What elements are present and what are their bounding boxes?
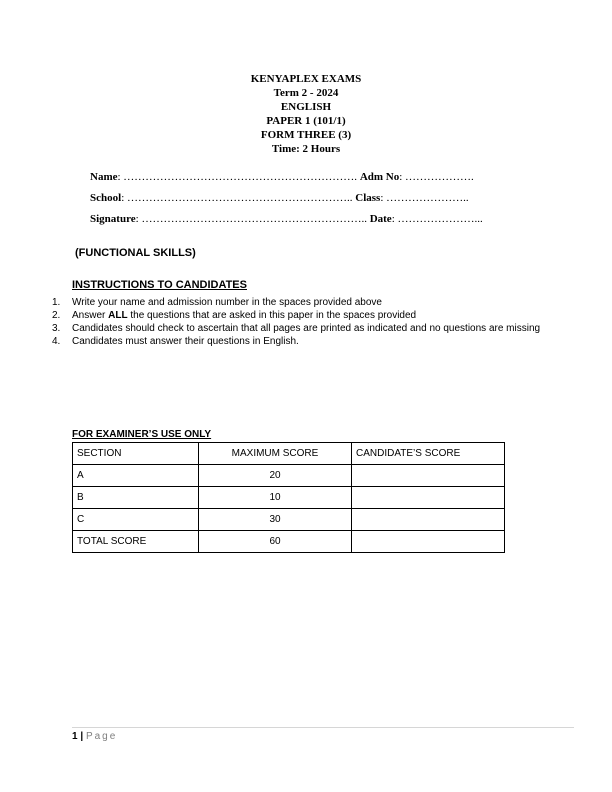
exam-form: FORM THREE (3) <box>260 129 352 141</box>
exam-body-title: KENYAPLEX EXAMS <box>250 73 362 85</box>
header-candidate-score: CANDIDATE’S SCORE <box>352 443 505 465</box>
class-field[interactable]: : ………………….. <box>380 192 469 204</box>
adm-no-field[interactable]: : ………………. <box>399 171 474 183</box>
instruction-number: 2. <box>52 310 61 321</box>
exam-subject: ENGLISH <box>280 101 332 113</box>
table-header-row <box>73 443 505 465</box>
signature-label: Signature <box>90 213 136 225</box>
page-footer <box>72 731 117 743</box>
candidate-details <box>90 170 483 233</box>
row-candidate-score[interactable] <box>352 509 505 531</box>
row-candidate-score[interactable] <box>352 465 505 487</box>
name-row <box>90 170 483 191</box>
instruction-text: Candidates must answer their questions in English. <box>72 336 299 347</box>
instruction-text: Candidates should check to ascertain that all pages are printed as indicated and no questions are missing <box>72 323 541 334</box>
page-number: 1 <box>72 731 78 742</box>
row-max-score: 30 <box>199 509 352 531</box>
adm-no-label: Adm No <box>359 171 400 183</box>
exam-term: Term 2 - 2024 <box>273 87 339 99</box>
instruction-number: 1. <box>52 297 61 308</box>
page-separator: | <box>80 731 84 742</box>
instruction-item <box>52 335 552 348</box>
exam-header <box>0 72 612 156</box>
row-max-score: 10 <box>199 487 352 509</box>
instruction-number: 3. <box>52 323 61 334</box>
exam-time: Time: 2 Hours <box>271 143 341 155</box>
header-maximum-score: MAXIMUM SCORE <box>199 443 352 465</box>
row-candidate-score[interactable] <box>352 487 505 509</box>
row-max-score: 20 <box>199 465 352 487</box>
table-row <box>73 465 505 487</box>
instruction-text: Write your name and admission number in the spaces provided above <box>72 297 382 308</box>
row-max-score: 60 <box>199 531 352 553</box>
name-label: Name <box>90 171 118 183</box>
row-candidate-score[interactable] <box>352 531 505 553</box>
date-label: Date <box>369 213 392 225</box>
table-row-total <box>73 531 505 553</box>
instruction-item <box>52 296 552 309</box>
row-section: A <box>73 465 199 487</box>
exam-paper: PAPER 1 (101/1) <box>266 115 346 127</box>
footer-divider <box>72 727 574 728</box>
examiner-score-table <box>72 442 505 553</box>
school-row <box>90 191 483 212</box>
school-label: School <box>90 192 122 204</box>
examiner-table-title: FOR EXAMINER’S USE ONLY <box>72 429 212 440</box>
instruction-item <box>52 322 552 335</box>
row-section: C <box>73 509 199 531</box>
section-label: (FUNCTIONAL SKILLS) <box>75 247 196 259</box>
date-field[interactable]: : …………………... <box>391 213 483 225</box>
signature-field[interactable]: : …………………………………………………….. <box>135 213 367 225</box>
page-word: Page <box>85 731 118 742</box>
instructions-list <box>52 296 552 348</box>
row-section: B <box>73 487 199 509</box>
instruction-item <box>52 309 552 322</box>
table-row <box>73 487 505 509</box>
instruction-text: Answer ALL the questions that are asked in this paper in the spaces provided <box>72 310 417 321</box>
table-row <box>73 509 505 531</box>
instruction-number: 4. <box>52 336 61 347</box>
class-label: Class <box>355 192 381 204</box>
name-field[interactable]: : ………………………………………………………. <box>117 171 358 183</box>
signature-row <box>90 212 483 233</box>
header-section: SECTION <box>73 443 199 465</box>
school-field[interactable]: : …………………………………………………….. <box>121 192 353 204</box>
row-section: TOTAL SCORE <box>73 531 199 553</box>
instructions-title: INSTRUCTIONS TO CANDIDATES <box>72 279 247 291</box>
